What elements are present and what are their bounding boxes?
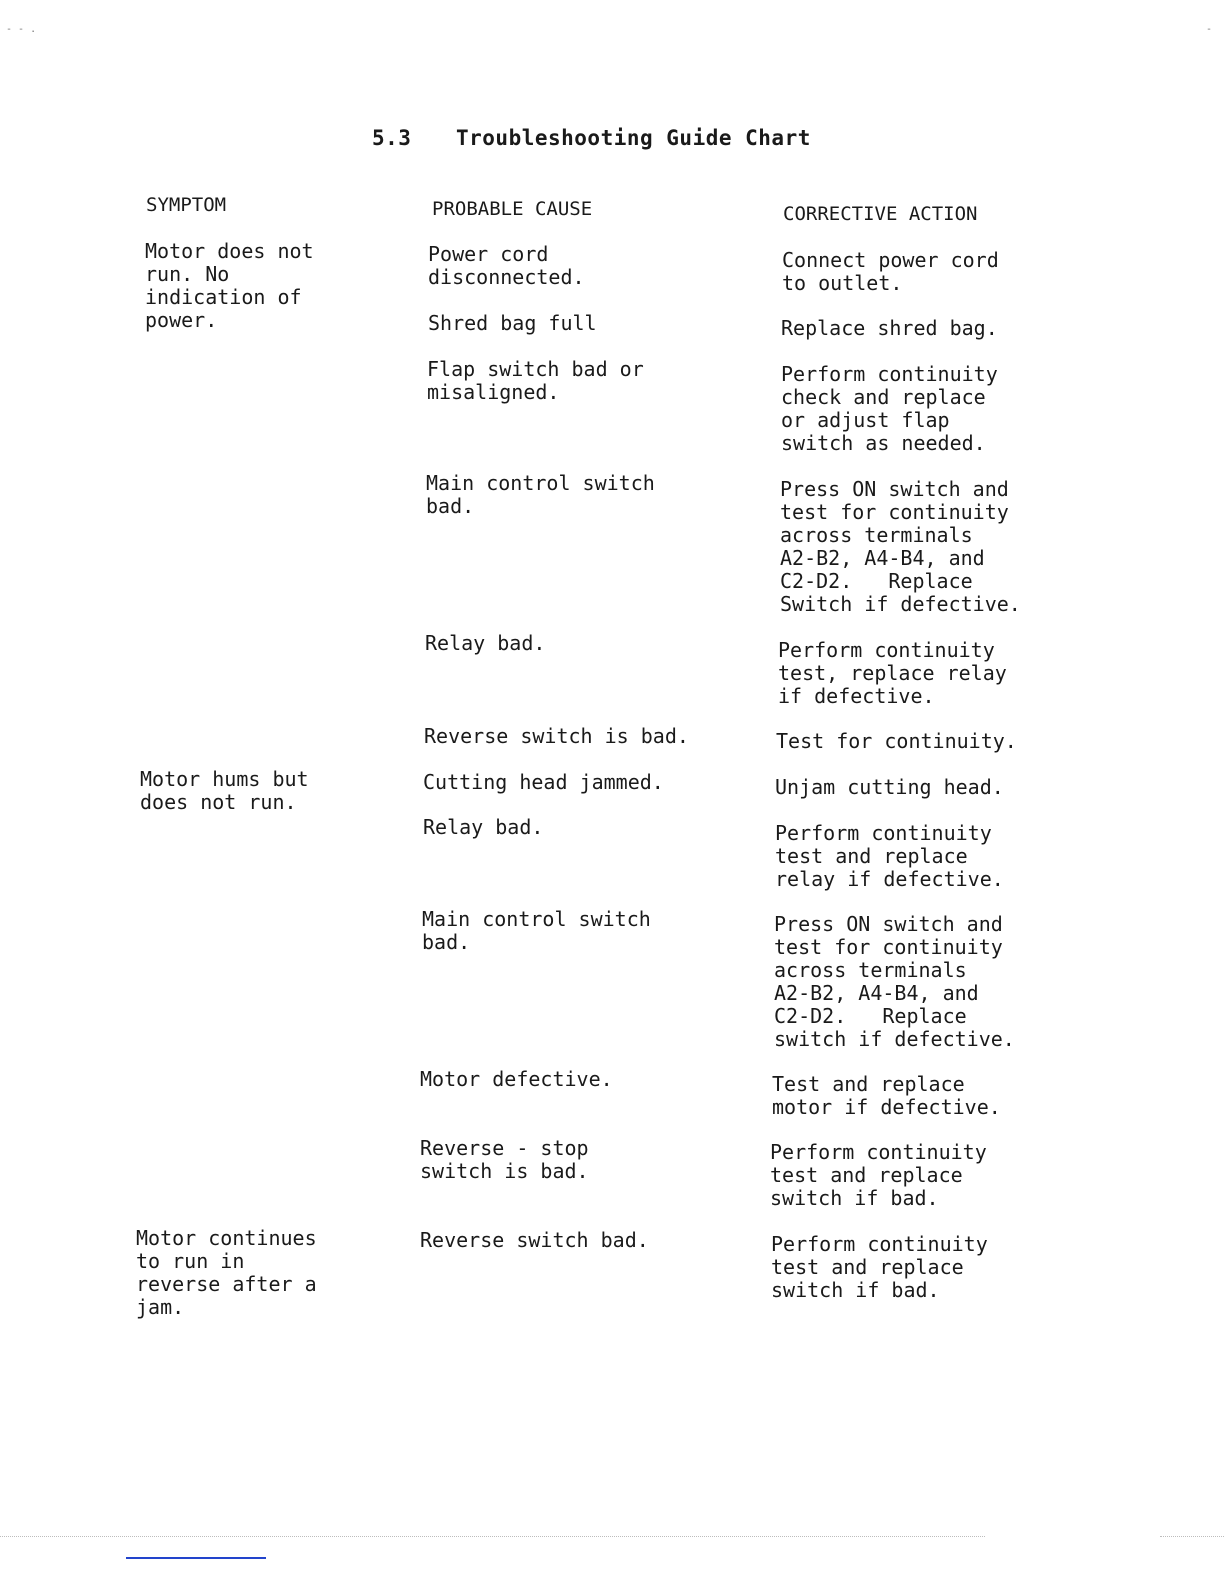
cause-cell: Main control switch bad.: [422, 907, 651, 954]
action-cell: Perform continuity test and replace switch if bad.: [771, 1232, 988, 1302]
header-symptom: SYMPTOM: [146, 194, 227, 216]
footer-dotted-rule: [0, 1536, 985, 1537]
cause-cell: Reverse switch is bad.: [424, 724, 689, 748]
cause-cell: Flap switch bad or misaligned.: [427, 357, 644, 404]
cause-cell: Motor defective.: [420, 1067, 613, 1091]
action-cell: Unjam cutting head.: [775, 775, 1004, 799]
cause-cell: Relay bad.: [425, 631, 546, 655]
cause-cell: Power cord disconnected.: [428, 242, 585, 289]
page-title: [372, 126, 811, 150]
action-cell: Test and replace motor if defective.: [772, 1072, 1001, 1119]
footer-blue-rule: [126, 1557, 266, 1559]
symptom-cell: Motor hums but does not run.: [140, 767, 309, 814]
action-cell: Test for continuity.: [776, 729, 1017, 753]
symptom-cell: Motor continues to run in reverse after a jam.: [136, 1226, 317, 1319]
header-probable-cause: PROBABLE CAUSE: [432, 198, 593, 220]
action-cell: Perform continuity test and replace relay if defective.: [775, 821, 1004, 891]
action-cell: Connect power cord to outlet.: [782, 248, 999, 295]
action-cell: Perform continuity test and replace switch if bad.: [770, 1140, 987, 1210]
cause-cell: Reverse - stop switch is bad.: [420, 1136, 589, 1183]
cause-cell: Relay bad.: [423, 815, 544, 839]
cause-cell: Shred bag full: [428, 311, 597, 335]
title-text: Troubleshooting Guide Chart: [456, 126, 811, 150]
section-number: 5.3: [372, 126, 412, 150]
scan-mark: - - .: [6, 24, 37, 35]
symptom-cell: Motor does not run. No indication of power.: [145, 239, 314, 332]
header-corrective-action: CORRECTIVE ACTION: [783, 203, 978, 225]
cause-cell: Main control switch bad.: [426, 471, 655, 518]
action-cell: Perform continuity test, replace relay if defective.: [778, 638, 1007, 708]
footer-dotted-rule: [1160, 1536, 1224, 1537]
action-cell: Press ON switch and test for continuity across terminals A2-B2, A4-B4, and C2-D2. Replace switch if defective.: [774, 912, 1015, 1051]
action-cell: Perform continuity check and replace or adjust flap switch as needed.: [781, 362, 998, 455]
cause-cell: Reverse switch bad.: [420, 1228, 649, 1252]
scan-mark: -: [1206, 24, 1213, 35]
cause-cell: Cutting head jammed.: [423, 770, 664, 794]
action-cell: Press ON switch and test for continuity across terminals A2-B2, A4-B4, and C2-D2. Replace Switch if defective.: [780, 477, 1021, 616]
action-cell: Replace shred bag.: [781, 316, 998, 340]
